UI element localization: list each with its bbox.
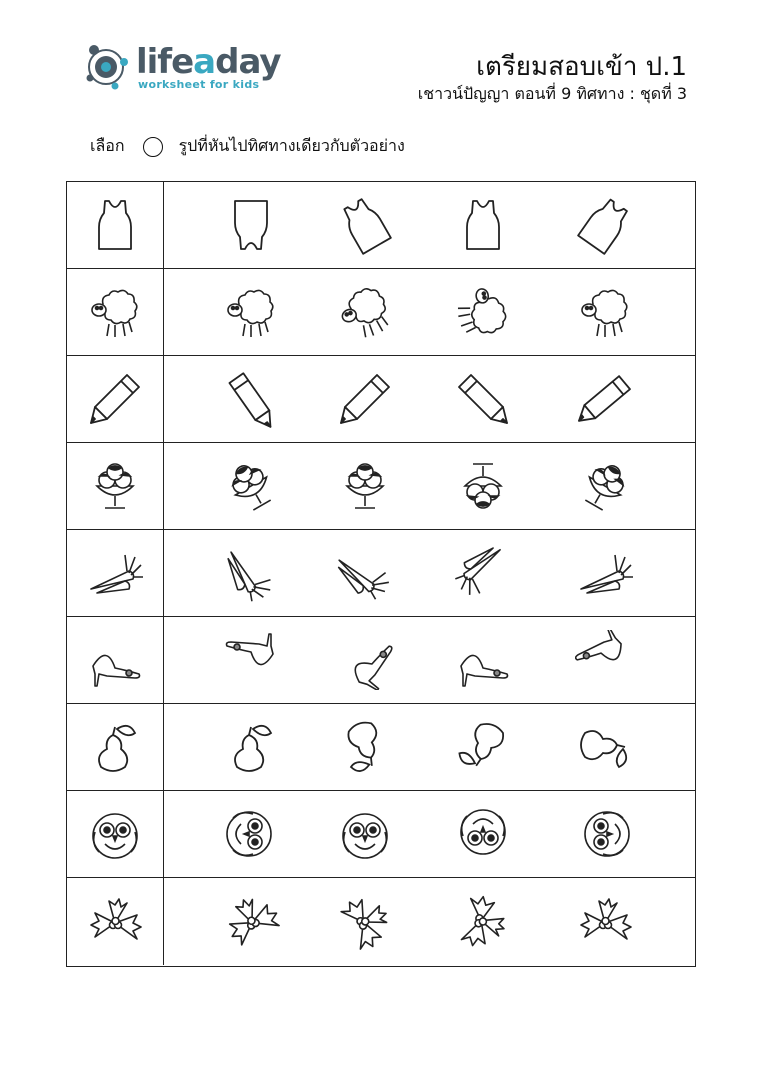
sample-picture	[85, 891, 145, 951]
choice-picture-4[interactable]	[575, 717, 635, 777]
sheep-icon	[575, 282, 635, 342]
choice-picture-3[interactable]	[453, 369, 513, 429]
choice-picture-3[interactable]	[453, 804, 513, 864]
sheep-icon	[453, 282, 513, 342]
table-row	[67, 182, 695, 269]
high-heel-shoe-icon	[575, 630, 635, 690]
choice-picture-1[interactable]	[221, 195, 281, 255]
choice-picture-4[interactable]	[575, 456, 635, 516]
choice-picture-1[interactable]	[221, 630, 281, 690]
pear-icon	[335, 717, 395, 777]
choice-picture-2[interactable]	[335, 369, 395, 429]
choice-picture-4[interactable]	[575, 282, 635, 342]
high-heel-shoe-icon	[335, 630, 395, 690]
sample-cell	[67, 791, 164, 877]
ice-cream-sundae-icon	[575, 456, 635, 516]
high-heel-shoe-icon	[221, 630, 281, 690]
choice-picture-2[interactable]	[335, 630, 395, 690]
holly-icon	[575, 891, 635, 951]
choice-picture-4[interactable]	[575, 369, 635, 429]
sample-picture	[85, 456, 145, 516]
sample-picture	[85, 282, 145, 342]
choice-picture-1[interactable]	[221, 456, 281, 516]
sample-picture	[85, 630, 145, 690]
owl-icon	[335, 804, 395, 864]
sample-cell	[67, 878, 164, 965]
table-row	[67, 530, 695, 617]
choice-picture-3[interactable]	[453, 282, 513, 342]
choice-picture-2[interactable]	[335, 891, 395, 951]
sample-picture	[85, 717, 145, 777]
choice-picture-4[interactable]	[575, 804, 635, 864]
choice-picture-4[interactable]	[575, 630, 635, 690]
pencil-icon	[221, 369, 281, 429]
choice-picture-1[interactable]	[221, 282, 281, 342]
holly-icon	[335, 891, 395, 951]
molecule-logo-icon	[82, 40, 134, 92]
sample-cell	[67, 617, 164, 703]
ice-cream-sundae-icon	[335, 456, 395, 516]
ice-cream-sundae-icon	[221, 456, 281, 516]
owl-icon	[575, 804, 635, 864]
worksheet-subtitle: เชาวน์ปัญญา ตอนที่ 9 ทิศทาง : ชุดที่ 3	[417, 84, 687, 103]
pencil-icon	[335, 369, 395, 429]
instruction-text: รูปที่หันไปทิศทางเดียวกับตัวอย่าง	[178, 136, 405, 155]
holly-icon	[453, 891, 513, 951]
sample-picture	[85, 543, 145, 603]
choice-picture-1[interactable]	[221, 717, 281, 777]
choice-picture-2[interactable]	[335, 456, 395, 516]
choice-picture-4[interactable]	[575, 543, 635, 603]
choice-picture-3[interactable]	[453, 717, 513, 777]
choice-picture-4[interactable]	[575, 195, 635, 255]
lifeaday-logo	[82, 40, 282, 96]
sample-cell	[67, 704, 164, 790]
brand-tagline: worksheet for kids	[138, 78, 260, 91]
choice-picture-3[interactable]	[453, 543, 513, 603]
sample-picture	[85, 195, 145, 255]
sheep-icon	[85, 282, 145, 342]
table-row	[67, 356, 695, 443]
owl-icon	[453, 804, 513, 864]
carrot-icon	[335, 543, 395, 603]
pear-icon	[575, 717, 635, 777]
choice-picture-2[interactable]	[335, 282, 395, 342]
table-row	[67, 617, 695, 704]
instruction-prefix: เลือก	[90, 136, 125, 155]
sample-cell	[67, 356, 164, 442]
choice-picture-1[interactable]	[221, 543, 281, 603]
sample-picture	[85, 804, 145, 864]
sheep-icon	[335, 282, 395, 342]
tank-top-icon	[335, 195, 395, 255]
high-heel-shoe-icon	[85, 630, 145, 690]
owl-icon	[85, 804, 145, 864]
choice-picture-2[interactable]	[335, 717, 395, 777]
table-row	[67, 791, 695, 878]
carrot-icon	[221, 543, 281, 603]
brand-wordmark: lifeaday	[136, 42, 281, 82]
pencil-icon	[85, 369, 145, 429]
tank-top-icon	[221, 195, 281, 255]
sample-cell	[67, 443, 164, 529]
pear-icon	[85, 717, 145, 777]
sample-cell	[67, 530, 164, 616]
exercise-table	[66, 181, 696, 967]
choice-picture-1[interactable]	[221, 369, 281, 429]
holly-icon	[85, 891, 145, 951]
sample-cell	[67, 269, 164, 355]
choice-picture-2[interactable]	[335, 804, 395, 864]
tank-top-icon	[575, 195, 635, 255]
choice-picture-3[interactable]	[453, 630, 513, 690]
table-row	[67, 704, 695, 791]
worksheet-title: เตรียมสอบเข้า ป.1	[476, 52, 687, 82]
owl-icon	[221, 804, 281, 864]
ice-cream-sundae-icon	[453, 456, 513, 516]
table-row	[67, 878, 695, 965]
pear-icon	[453, 717, 513, 777]
pear-icon	[221, 717, 281, 777]
tank-top-icon	[85, 195, 145, 255]
sample-cell	[67, 182, 164, 268]
choice-picture-1[interactable]	[221, 804, 281, 864]
choice-picture-3[interactable]	[453, 456, 513, 516]
table-row	[67, 269, 695, 356]
carrot-icon	[453, 543, 513, 603]
choice-picture-2[interactable]	[335, 195, 395, 255]
choice-picture-4[interactable]	[575, 891, 635, 951]
carrot-icon	[85, 543, 145, 603]
sample-picture	[85, 369, 145, 429]
choice-picture-1[interactable]	[221, 891, 281, 951]
pencil-icon	[575, 369, 635, 429]
choice-picture-2[interactable]	[335, 543, 395, 603]
carrot-icon	[575, 543, 635, 603]
tank-top-icon	[453, 195, 513, 255]
pencil-icon	[453, 369, 513, 429]
sheep-icon	[221, 282, 281, 342]
choice-picture-3[interactable]	[453, 195, 513, 255]
table-row	[67, 443, 695, 530]
ice-cream-sundae-icon	[85, 456, 145, 516]
high-heel-shoe-icon	[453, 630, 513, 690]
instruction	[90, 134, 405, 159]
choice-picture-3[interactable]	[453, 891, 513, 951]
holly-icon	[221, 891, 281, 951]
answer-circle-icon	[143, 137, 163, 157]
